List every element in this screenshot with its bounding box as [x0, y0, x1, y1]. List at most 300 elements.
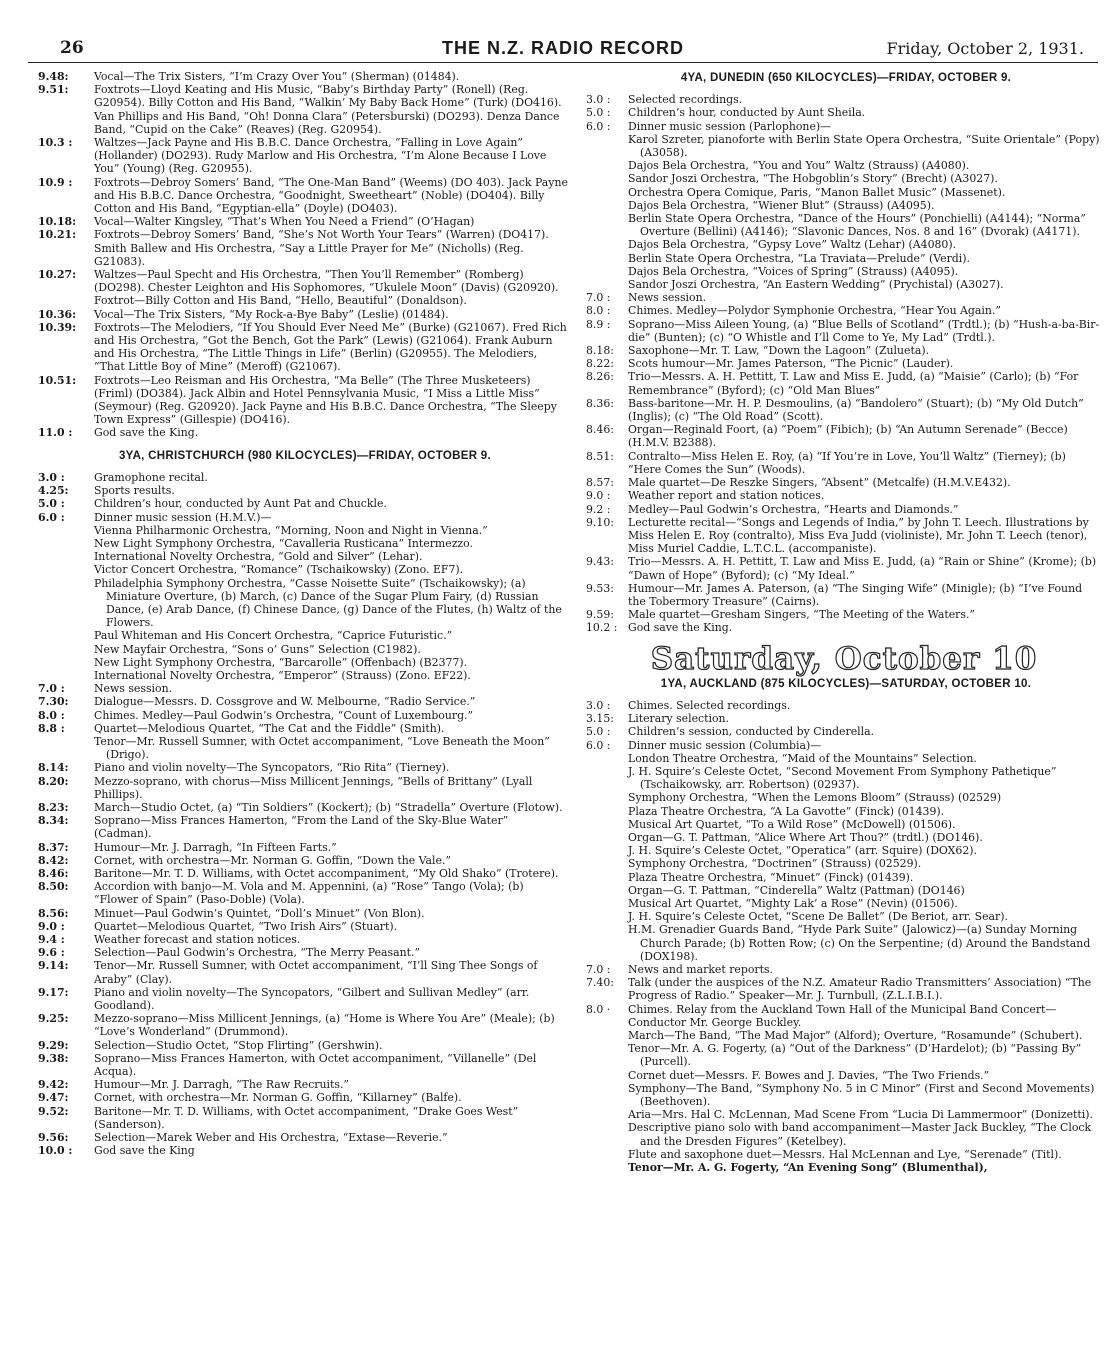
program-entry: [38, 920, 568, 933]
program-text: Children’s hour, conducted by Aunt Sheila.: [628, 106, 866, 120]
program-entry: [586, 857, 1102, 870]
program-text: Trio—Messrs. A. H. Pettitt, T. Law and Miss E. Judd, (a) “Maisie” (Carlo); (b) “For Remembrance” (Byford); (c) “Old Man Blues”: [628, 370, 1079, 397]
program-text: Chimes. Medley—Polydor Symphonie Orchestra, “Hear You Again.”: [628, 304, 1001, 318]
program-entry: [38, 497, 568, 510]
program-entry: [38, 1105, 568, 1131]
program-text: Philadelphia Symphony Orchestra, “Casse Noisette Suite” (Tschaikowsky); (a) Miniature Overture, (b) March, (c) Dance of the Sugar Plum Fairy, (d) Russian Dance, (e) Arab Dance, (f) Chinese Dance, (g) Dance of the Flutes, (h) Waltz of the Flowers.: [94, 576, 562, 630]
program-text: Gramophone recital.: [94, 470, 208, 484]
program-entry: [38, 867, 568, 880]
program-text: J. H. Squire’s Celeste Octet, “Operatica” (arr. Squire) (DOX62).: [628, 844, 977, 858]
program-time: 8.51:: [586, 449, 614, 463]
program-time: 5.0 :: [586, 725, 611, 739]
program-entry: [586, 1082, 1102, 1108]
program-time: 8.37:: [38, 840, 69, 854]
program-time: 9.0 :: [586, 489, 611, 503]
program-entry: [586, 344, 1102, 357]
program-text: Foxtrot—Billy Cotton and His Band, “Hello, Beautiful” (Donaldson).: [94, 294, 467, 308]
program-time: 7.30:: [38, 695, 69, 709]
program-entry: [38, 775, 568, 801]
program-entry: [586, 844, 1102, 857]
program-text: Scots humour—Mr. James Paterson, “The Picnic” (Lauder).: [628, 357, 954, 371]
program-entry: [38, 374, 568, 427]
program-entry: [586, 910, 1102, 923]
program-time: 9.29:: [38, 1038, 69, 1052]
program-text: Symphony Orchestra, “When the Lemons Bloom” (Strauss) (02529): [628, 791, 1002, 805]
program-entry: [586, 871, 1102, 884]
program-entry: [38, 83, 568, 136]
program-time: 8.42:: [38, 853, 69, 867]
program-text: Waltzes—Paul Specht and His Orchestra, “Then You’ll Remember” (Romberg) (DO298). Chester Leighton and His Sophomores, “Ukulele Moon” (Davis) (G20920).: [94, 268, 559, 295]
program-text: Plaza Theatre Orchestra, “Minuet” (Finck) (01439).: [628, 870, 914, 884]
program-time: 10.36:: [38, 307, 77, 321]
program-entry: [586, 516, 1102, 556]
left-column: [38, 70, 568, 1157]
program-entry: [38, 1078, 568, 1091]
program-text: Humour—Mr. J. Darragh, “In Fifteen Farts.”: [94, 840, 337, 854]
program-text: Symphony—The Band, “Symphony No. 5 in C Minor” (First and Second Movements) (Beethoven).: [628, 1081, 1095, 1109]
program-text: Organ—G. T. Pattman, “Cinderella” Waltz (Pattman) (DO146): [628, 883, 965, 897]
program-time: 9.53:: [586, 581, 614, 595]
program-text: Organ—Reginald Foort, (a) “Poem” (Fibich); (b) “An Autumn Serenade” (Becce) (H.M.V. B2388).: [628, 423, 1068, 450]
program-text: Aria—Mrs. Hal C. McLennan, Mad Scene From “Lucia Di Lammermoor” (Donizetti).: [628, 1108, 1094, 1122]
program-entry: [586, 318, 1102, 344]
program-time: 11.0 :: [38, 426, 73, 440]
program-text: Minuet—Paul Godwin’s Quintet, “Doll’s Minuet” (Von Blon).: [94, 906, 425, 920]
program-time: 10.2 :: [586, 621, 618, 635]
program-time: 10.9 :: [38, 175, 73, 189]
program-entry: [586, 172, 1102, 185]
program-text: Lecturette recital—“Songs and Legends of India,” by John T. Leech. Illustrations by Miss Helen E. Roy (contralto), Miss Eva Judd (violiniste), Mr. John T. Leech (tenor), Miss Muriel Caddie, L.T.C.L. (accompaniste).: [628, 515, 1089, 556]
program-entry: [38, 308, 568, 321]
program-time: 8.20:: [38, 774, 69, 788]
program-entry: [586, 93, 1102, 106]
program-time: 9.38:: [38, 1051, 69, 1065]
program-text: Bass-baritone—Mr. H. P. Desmoulins, (a) “Bandolero” (Stuart); (b) “My Old Dutch” (Inglis); (c) “The Old Road” (Scott).: [628, 396, 1084, 424]
section-heading-4ya: 4YA, DUNEDIN (650 KILOCYCLES)—FRIDAY, OCTOBER 9.: [680, 72, 1012, 84]
program-entry: [586, 621, 1102, 634]
program-entry: [38, 880, 568, 906]
program-text: Dajos Bela Orchestra, “Gypsy Love” Waltz (Lehar) (A4080).: [628, 238, 957, 252]
program-entry: [38, 484, 568, 497]
3ya-listings: [38, 471, 568, 1158]
program-entry: [586, 1148, 1102, 1161]
program-entry: [586, 739, 1102, 752]
program-text: Piano and violin novelty—The Syncopators, “Gilbert and Sullivan Medley” (arr. Goodland).: [94, 985, 530, 1013]
2ya-continued-listings: [38, 70, 568, 440]
program-text: Dinner music session (Columbia)—: [628, 738, 822, 752]
program-text: Talk (under the auspices of the N.Z. Amateur Radio Transmitters’ Association) “The Progress of Radio.” Speaker—Mr. J. Turnbull, (Z.L.I.B.I.).: [628, 976, 1092, 1003]
program-time: 7.40:: [586, 976, 614, 990]
program-text: Foxtrots—Lloyd Keating and His Music, “Baby’s Birthday Party” (Ronell) (Reg. G20954). Billy Cotton and His Band, “Walkin’ My Baby Back Home” (Turk) (DO416). Van Phillips and His Band, “Oh! Donna Clara” (Petersburski) (DO293). Denza Dance Band, “Cupid on the Cake” (Reaves) (Reg. G20954).: [94, 83, 562, 136]
program-text: Foxtrots—Debroy Somers’ Band, “She’s Not Worth Your Tears” (Warren) (DO417). Smith Ballew and His Orchestra, “Say a Little Prayer for Me” (Nicholls) (Reg. G21083).: [94, 228, 549, 268]
program-entry: [586, 923, 1102, 963]
program-text: Tenor—Mr. Russell Sumner, with Octet accompaniment, “I’ll Sing Thee Songs of Araby” (Clay).: [94, 959, 538, 986]
program-entry: [586, 1029, 1102, 1042]
program-text: News and market reports.: [628, 963, 774, 976]
program-text: Contralto—Miss Helen E. Roy, (a) “If You’re in Love, You’ll Waltz” (Tierney); (b) “Here Comes the Sun” (Woods).: [628, 449, 1066, 476]
program-time: 8.9 :: [586, 317, 611, 331]
program-entry: [38, 550, 568, 563]
program-entry: [38, 695, 568, 708]
program-entry: [38, 268, 568, 294]
program-time: 9.14:: [38, 959, 69, 973]
program-entry: [38, 682, 568, 695]
1ya-listings: [586, 699, 1102, 1174]
program-entry: [586, 450, 1102, 476]
program-text: Victor Concert Orchestra, “Romance” (Tschaikowsky) (Zono. EF7).: [94, 563, 464, 577]
program-text: Quartet—Melodious Quartet, “The Cat and the Fiddle” (Smith).: [94, 721, 445, 735]
program-time: 8.0 ·: [586, 1002, 611, 1016]
program-time: 9.51:: [38, 83, 69, 97]
program-text: Sandor Joszi Orchestra, “An Eastern Wedding” (Prychistal) (A3027).: [628, 278, 1004, 292]
program-entry: [38, 946, 568, 959]
program-entry: [38, 176, 568, 216]
program-entry: [38, 933, 568, 946]
program-text: J. H. Squire’s Celeste Octet, “Scene De Ballet” (De Beriot, arr. Sear).: [628, 910, 1008, 924]
program-entry: [586, 1003, 1102, 1029]
section-heading-1ya: 1YA, AUCKLAND (875 KILOCYCLES)—SATURDAY, OCTOBER 10.: [660, 677, 1032, 690]
program-text: Waltzes—Jack Payne and His B.B.C. Dance Orchestra, “Falling in Love Again” (Hollander) (DO293). Rudy Marlow and His Orchestra, “I’m Alone Because I Love You” (Young) (Reg. G20955).: [94, 136, 547, 176]
program-time: 9.6 :: [38, 946, 65, 960]
program-text: H.M. Grenadier Guards Band, “Hyde Park Suite” (Jalowicz)—(a) Sunday Morning Church Parade; (b) Rotten Row; (c) On the Serpentine; (d) Around the Bandstand (DOX198).: [628, 923, 1091, 963]
program-time: 9.2 :: [586, 502, 611, 516]
program-entry: [38, 722, 568, 735]
program-text: London Theatre Orchestra, “Maid of the Mountains” Selection.: [628, 751, 977, 765]
program-entry: [586, 370, 1102, 396]
program-time: 4.25:: [38, 484, 69, 498]
program-entry: [38, 215, 568, 228]
program-entry: [586, 1161, 1102, 1174]
program-time: 9.59:: [586, 608, 614, 622]
program-entry: [586, 238, 1102, 251]
program-text: Berlin State Opera Orchestra, “La Traviata—Prelude” (Verdi).: [628, 251, 970, 265]
program-entry: [586, 725, 1102, 738]
program-entry: [586, 212, 1102, 238]
program-text: Chimes. Relay from the Auckland Town Hall of the Municipal Band Concert—Conductor Mr. George Buckley.: [628, 1002, 1057, 1029]
program-time: 3.0 :: [586, 93, 611, 107]
program-time: 10.18:: [38, 215, 77, 229]
program-time: 10.0 :: [38, 1144, 73, 1158]
program-time: 6.0 :: [586, 738, 611, 752]
program-text: Chimes. Medley—Paul Godwin’s Orchestra, “Count of Luxembourg.”: [94, 708, 474, 722]
program-entry: [586, 291, 1102, 304]
program-time: 5.0 :: [38, 497, 65, 511]
program-entry: [38, 643, 568, 656]
program-time: 9.43:: [586, 555, 614, 569]
program-text: Vocal—Walter Kingsley, “That’s When You Need a Friend” (O’Hagan): [94, 215, 475, 229]
program-time: 8.50:: [38, 880, 69, 894]
program-time: 9.17:: [38, 985, 69, 999]
program-time: 9.10:: [586, 515, 614, 529]
program-time: 8.0 :: [586, 304, 611, 318]
program-entry: [586, 765, 1102, 791]
program-time: 6.0 :: [586, 119, 611, 133]
program-entry: [586, 712, 1102, 725]
program-text: Baritone—Mr. T. D. Williams, with Octet accompaniment, “My Old Shako” (Trotere).: [94, 866, 559, 880]
program-entry: [38, 70, 568, 83]
program-entry: [586, 555, 1102, 581]
program-text: March—The Band, “The Mad Major” (Alford); Overture, “Rosamunde” (Schubert).: [628, 1029, 1083, 1043]
program-text: Vienna Philharmonic Orchestra, “Morning, Noon and Night in Vienna.”: [94, 523, 488, 537]
page-number: 26: [60, 38, 84, 58]
program-entry: [586, 397, 1102, 423]
program-text: Berlin State Opera Orchestra, “Dance of the Hours” (Ponchielli) (A4144); “Norma” Overture (Bellini) (A4146); “Slavonic Dances, Nos. 8 and 16” (Dvorak) (A4171).: [628, 212, 1086, 239]
program-entry: [38, 136, 568, 176]
program-text: Foxtrots—Leo Reisman and His Orchestra, “Ma Belle” (The Three Musketeers) (Friml) (DO384). Jack Albin and Hotel Pennsylvania Music, “I Miss a Little Miss” (Seymour) (Reg. G20920). Jack Payne and His B.B.C. Dance Orchestra, “The Sleepy Town Express” (Gillespie) (DO416).: [94, 373, 557, 427]
issue-date: Friday, October 2, 1931.: [886, 39, 1084, 58]
program-entry: [586, 476, 1102, 489]
program-text: Selection—Paul Godwin’s Orchestra, “The Merry Peasant.”: [94, 946, 421, 960]
program-time: 10.3 :: [38, 136, 73, 150]
program-time: 9.47:: [38, 1091, 69, 1105]
program-text: Vocal—The Trix Sisters, “I’m Crazy Over You” (Sherman) (01484).: [94, 70, 460, 83]
program-entry: [38, 841, 568, 854]
page-header: [28, 38, 1098, 63]
program-text: Trio—Messrs. A. H. Pettitt, T. Law and Miss E. Judd, (a) “Rain or Shine” (Krome); (b) “Dawn of Hope” (Byford); (c) “My Ideal.”: [628, 555, 1097, 582]
program-entry: [586, 976, 1102, 1002]
program-entry: [586, 818, 1102, 831]
program-text: Organ—G. T. Pattman, “Alice Where Art Thou?” (trdtl.) (DO146).: [628, 830, 983, 844]
program-entry: [586, 1121, 1102, 1147]
program-text: Paul Whiteman and His Concert Orchestra, “Caprice Futuristic.”: [94, 629, 453, 643]
program-text: New Mayfair Orchestra, “Sons o’ Guns” Selection (C1982).: [94, 642, 421, 656]
program-entry: [586, 897, 1102, 910]
program-text: Chimes. Selected recordings.: [628, 698, 791, 712]
program-time: 9.25:: [38, 1012, 69, 1026]
program-text: Male quartet—Gresham Singers, “The Meeting of the Waters.”: [628, 608, 975, 622]
program-entry: [38, 426, 568, 439]
program-text: Tenor—Mr. A. G. Fogerty, “An Evening Song” (Blumenthal),: [628, 1161, 988, 1175]
program-time: 9.42:: [38, 1078, 69, 1092]
program-time: 8.46:: [586, 423, 614, 437]
program-time: 10.27:: [38, 268, 77, 282]
program-text: Symphony Orchestra, “Doctrinen” (Strauss) (02529).: [628, 857, 922, 871]
program-text: God save the King.: [628, 621, 733, 635]
program-entry: [586, 357, 1102, 370]
program-time: 7.0 :: [586, 963, 611, 976]
section-heading-3ya: 3YA, CHRISTCHURCH (980 KILOCYCLES)—FRIDAY, OCTOBER 9.: [118, 449, 492, 462]
program-text: God save the King: [94, 1144, 195, 1158]
program-text: News session.: [628, 291, 707, 305]
program-text: Medley—Paul Godwin’s Orchestra, “Hearts and Diamonds.”: [628, 502, 959, 516]
program-entry: [38, 986, 568, 1012]
program-text: Humour—Mr. James A. Paterson, (a) “The Singing Wife” (Minigle); (b) “I’ve Found the Tobermory Treasure” (Cairns).: [628, 581, 1083, 608]
program-time: 9.56:: [38, 1131, 69, 1145]
program-entry: [586, 1108, 1102, 1121]
program-entry: [586, 805, 1102, 818]
program-time: 9.4 :: [38, 933, 65, 946]
program-text: J. H. Squire’s Celeste Octet, “Second Movement From Symphony Pathetique” (Tschaikowsky, arr. Robertson) (02937).: [628, 764, 1057, 792]
program-text: New Light Symphony Orchestra, “Barcarolle” (Offenbach) (B2377).: [94, 655, 468, 669]
program-text: New Light Symphony Orchestra, “Cavalleria Rusticana” Intermezzo.: [94, 536, 473, 550]
program-time: 5.0 :: [586, 106, 611, 120]
program-time: 8.23:: [38, 800, 69, 814]
program-time: 7.0 :: [38, 682, 65, 696]
program-entry: [38, 537, 568, 550]
program-time: 10.51:: [38, 373, 77, 387]
program-entry: [586, 1069, 1102, 1082]
program-time: 10.21:: [38, 228, 77, 242]
program-time: 3.0 :: [586, 698, 611, 712]
program-entry: [38, 1052, 568, 1078]
program-text: Dinner music session (H.M.V.)—: [94, 510, 272, 524]
program-entry: [38, 735, 568, 761]
program-time: 8.18:: [586, 344, 614, 358]
program-entry: [586, 831, 1102, 844]
program-text: Karol Szreter, pianoforte with Berlin State Opera Orchestra, “Suite Orientale” (Popy) (A3058).: [628, 132, 1100, 160]
program-entry: [38, 854, 568, 867]
program-text: Piano and violin novelty—The Syncopators, “Rio Rita” (Tierney).: [94, 761, 450, 775]
program-text: God save the King.: [94, 426, 199, 440]
program-time: 8.14:: [38, 761, 69, 775]
program-time: 8.8 :: [38, 721, 65, 735]
program-text: Children’s hour, conducted by Aunt Pat and Chuckle.: [94, 497, 387, 511]
program-text: Baritone—Mr. T. D. Williams, with Octet accompaniment, “Drake Goes West” (Sanderson).: [94, 1104, 519, 1131]
program-text: Cornet, with orchestra—Mr. Norman G. Goffin, “Killarney” (Balfe).: [94, 1091, 462, 1105]
right-column: [586, 70, 1102, 1174]
program-time: 8.56:: [38, 906, 69, 920]
program-text: Foxtrots—The Melodiers, “If You Should Ever Need Me” (Burke) (G21067). Fred Rich and His Orchestra, “Got the Bench, Got the Park” (Lewis) (G21064). Frank Auburn and His Orchestra, “The Little Things in Life” (Berlin) (G20955). The Melodiers, “That Little Boy of Mine” (Meroff) (G21067).: [94, 320, 567, 374]
program-text: News session.: [94, 682, 173, 696]
program-entry: [38, 1091, 568, 1104]
program-entry: [38, 228, 568, 268]
program-entry: [38, 629, 568, 642]
program-text: Quartet—Melodious Quartet, “Two Irish Airs” (Stuart).: [94, 919, 398, 933]
program-entry: [38, 761, 568, 774]
program-entry: [38, 709, 568, 722]
4ya-listings: [586, 93, 1102, 634]
program-text: Mezzo-soprano, with chorus—Miss Millicent Jennings, “Bells of Brittany” (Lyall Phillips).: [94, 774, 533, 801]
program-entry: [586, 133, 1102, 159]
program-entry: [586, 489, 1102, 502]
program-entry: [586, 884, 1102, 897]
program-time: 8.0 :: [38, 708, 65, 722]
program-entry: [38, 907, 568, 920]
program-entry: [586, 278, 1102, 291]
program-entry: [586, 699, 1102, 712]
program-entry: [38, 669, 568, 682]
program-entry: [586, 159, 1102, 172]
program-entry: [586, 423, 1102, 449]
program-text: Tenor—Mr. A. G. Fogerty, (a) “Out of the Darkness” (D’Hardelot); (b) “Passing By” (Purcell).: [628, 1042, 1082, 1069]
program-text: Cornet duet—Messrs. F. Bowes and J. Davies, “The Two Friends.”: [628, 1068, 990, 1082]
program-entry: [38, 577, 568, 630]
program-entry: [586, 252, 1102, 265]
program-text: Vocal—The Trix Sisters, “My Rock-a-Bye Baby” (Leslie) (01484).: [94, 307, 449, 321]
program-entry: [586, 186, 1102, 199]
program-text: Sports results.: [94, 484, 175, 498]
program-time: 9.48:: [38, 70, 69, 83]
program-entry: [586, 106, 1102, 119]
program-text: Dialogue—Messrs. D. Cossgrove and W. Melbourne, “Radio Service.”: [94, 695, 476, 709]
program-entry: [586, 199, 1102, 212]
program-entry: [38, 321, 568, 374]
program-time: 9.0 :: [38, 919, 65, 933]
program-text: Male quartet—De Reszke Singers, “Absent” (Metcalfe) (H.M.V.E432).: [628, 476, 1011, 490]
program-entry: [38, 524, 568, 537]
program-text: Dajos Bela Orchestra, “Voices of Spring” (Strauss) (A4095).: [628, 264, 959, 278]
program-time: 3.15:: [586, 712, 614, 726]
program-time: 10.39:: [38, 320, 77, 334]
program-text: Humour—Mr. J. Darragh, “The Raw Recruits.”: [94, 1078, 349, 1092]
day-heading: Saturday, October 10: [650, 640, 1038, 677]
program-text: Foxtrots—Debroy Somers’ Band, “The One-Man Band” (Weems) (DO 403). Jack Payne and His B.B.C. Dance Orchestra, “Goodnight, Sweetheart” (Noble) (DO404). Billy Cotton and His Band, “Egyptian-ella” (Doyle) (DO403).: [94, 175, 568, 216]
program-text: Dajos Bela Orchestra, “You and You” Waltz (Strauss) (A4080).: [628, 159, 970, 173]
program-text: Selection—Marek Weber and His Orchestra, “Extase—Reverie.”: [94, 1131, 448, 1145]
program-text: Soprano—Miss Aileen Young, (a) “Blue Bells of Scotland” (Trdtl.); (b) “Hush-a-ba-Bir-die” (Bunten); (c) “O Whistle and I’ll Come to Ye, My Lad” (Trdtl.).: [628, 317, 1100, 344]
program-text: Mezzo-soprano—Miss Millicent Jennings, (a) “Home is Where You Are” (Meale); (b) “Love’s Wonderland” (Drummond).: [94, 1012, 555, 1039]
program-entry: [586, 1042, 1102, 1068]
program-text: Soprano—Miss Frances Hamerton, with Octet accompaniment, “Villanelle” (Del Acqua).: [94, 1051, 537, 1079]
program-time: 7.0 :: [586, 291, 611, 305]
program-time: 8.36:: [586, 396, 614, 410]
program-entry: [586, 582, 1102, 608]
program-text: Orchestra Opera Comique, Paris, “Manon Ballet Music” (Massenet).: [628, 185, 1006, 199]
program-entry: [38, 511, 568, 524]
program-text: Weather forecast and station notices.: [94, 933, 301, 946]
program-entry: [586, 752, 1102, 765]
program-entry: [586, 304, 1102, 317]
program-entry: [586, 791, 1102, 804]
program-entry: [586, 120, 1102, 133]
program-entry: [38, 1144, 568, 1157]
program-time: 9.52:: [38, 1104, 69, 1118]
program-time: 8.46:: [38, 866, 69, 880]
program-text: Sandor Joszi Orchestra, “The Hobgoblin’s Story” (Brecht) (A3027).: [628, 172, 998, 186]
program-text: Flute and saxophone duet—Messrs. Hal McLennan and Lye, “Serenade” (Titl).: [628, 1147, 1062, 1161]
program-text: Tenor—Mr. Russell Sumner, with Octet accompaniment, “Love Beneath the Moon” (Drigo).: [94, 734, 550, 762]
program-entry: [38, 294, 568, 307]
program-text: Plaza Theatre Orchestra, “A La Gavotte” (Finck) (01439).: [628, 804, 945, 818]
program-entry: [38, 1012, 568, 1038]
program-time: 8.34:: [38, 814, 69, 828]
program-entry: [38, 563, 568, 576]
program-text: Children’s session, conducted by Cinderella.: [628, 725, 875, 739]
program-time: 8.26:: [586, 370, 614, 384]
program-entry: [38, 1131, 568, 1144]
program-text: Saxophone—Mr. T. Law, “Down the Lagoon” (Zulueta).: [628, 344, 930, 358]
program-entry: [38, 656, 568, 669]
program-entry: [38, 471, 568, 484]
program-entry: [586, 963, 1102, 976]
program-time: 8.22:: [586, 357, 614, 371]
program-text: Selection—Studio Octet, “Stop Flirting” (Gershwin).: [94, 1038, 383, 1052]
program-text: Musical Art Quartet, “Mighty Lak’ a Rose” (Nevin) (01506).: [628, 896, 958, 910]
program-entry: [38, 814, 568, 840]
program-text: Musical Art Quartet, “To a Wild Rose” (McDowell) (01506).: [628, 817, 956, 831]
program-text: Selected recordings.: [628, 93, 743, 107]
publication-title: THE N.Z. RADIO RECORD: [441, 38, 684, 58]
program-text: Soprano—Miss Frances Hamerton, “From the Land of the Sky-Blue Water” (Cadman).: [94, 814, 509, 841]
program-text: Weather report and station notices.: [628, 489, 825, 503]
program-entry: [586, 503, 1102, 516]
program-text: Descriptive piano solo with band accompaniment—Master Jack Buckley, “The Clock and the Dresden Figures” (Ketelbey).: [628, 1121, 1092, 1148]
program-entry: [38, 1039, 568, 1052]
program-text: Dinner music session (Parlophone)—: [628, 119, 832, 133]
program-entry: [38, 959, 568, 985]
program-text: Cornet, with orchestra—Mr. Norman G. Goffin, “Down the Vale.”: [94, 853, 451, 867]
program-entry: [38, 801, 568, 814]
program-time: 3.0 :: [38, 470, 65, 484]
program-text: Accordion with banjo—M. Vola and M. Appennini, (a) “Rose” Tango (Vola); (b) “Flower of Spain” (Paso-Doble) (Vola).: [94, 880, 524, 907]
program-text: International Novelty Orchestra, “Emperor” (Strauss) (Zono. EF22).: [94, 668, 471, 682]
program-text: International Novelty Orchestra, “Gold and Silver” (Lehar).: [94, 550, 423, 564]
program-text: Literary selection.: [628, 712, 730, 726]
program-time: 8.57:: [586, 476, 614, 490]
program-entry: [586, 265, 1102, 278]
program-text: Dajos Bela Orchestra, “Wiener Blut” (Strauss) (A4095).: [628, 198, 935, 212]
program-time: 6.0 :: [38, 510, 65, 524]
